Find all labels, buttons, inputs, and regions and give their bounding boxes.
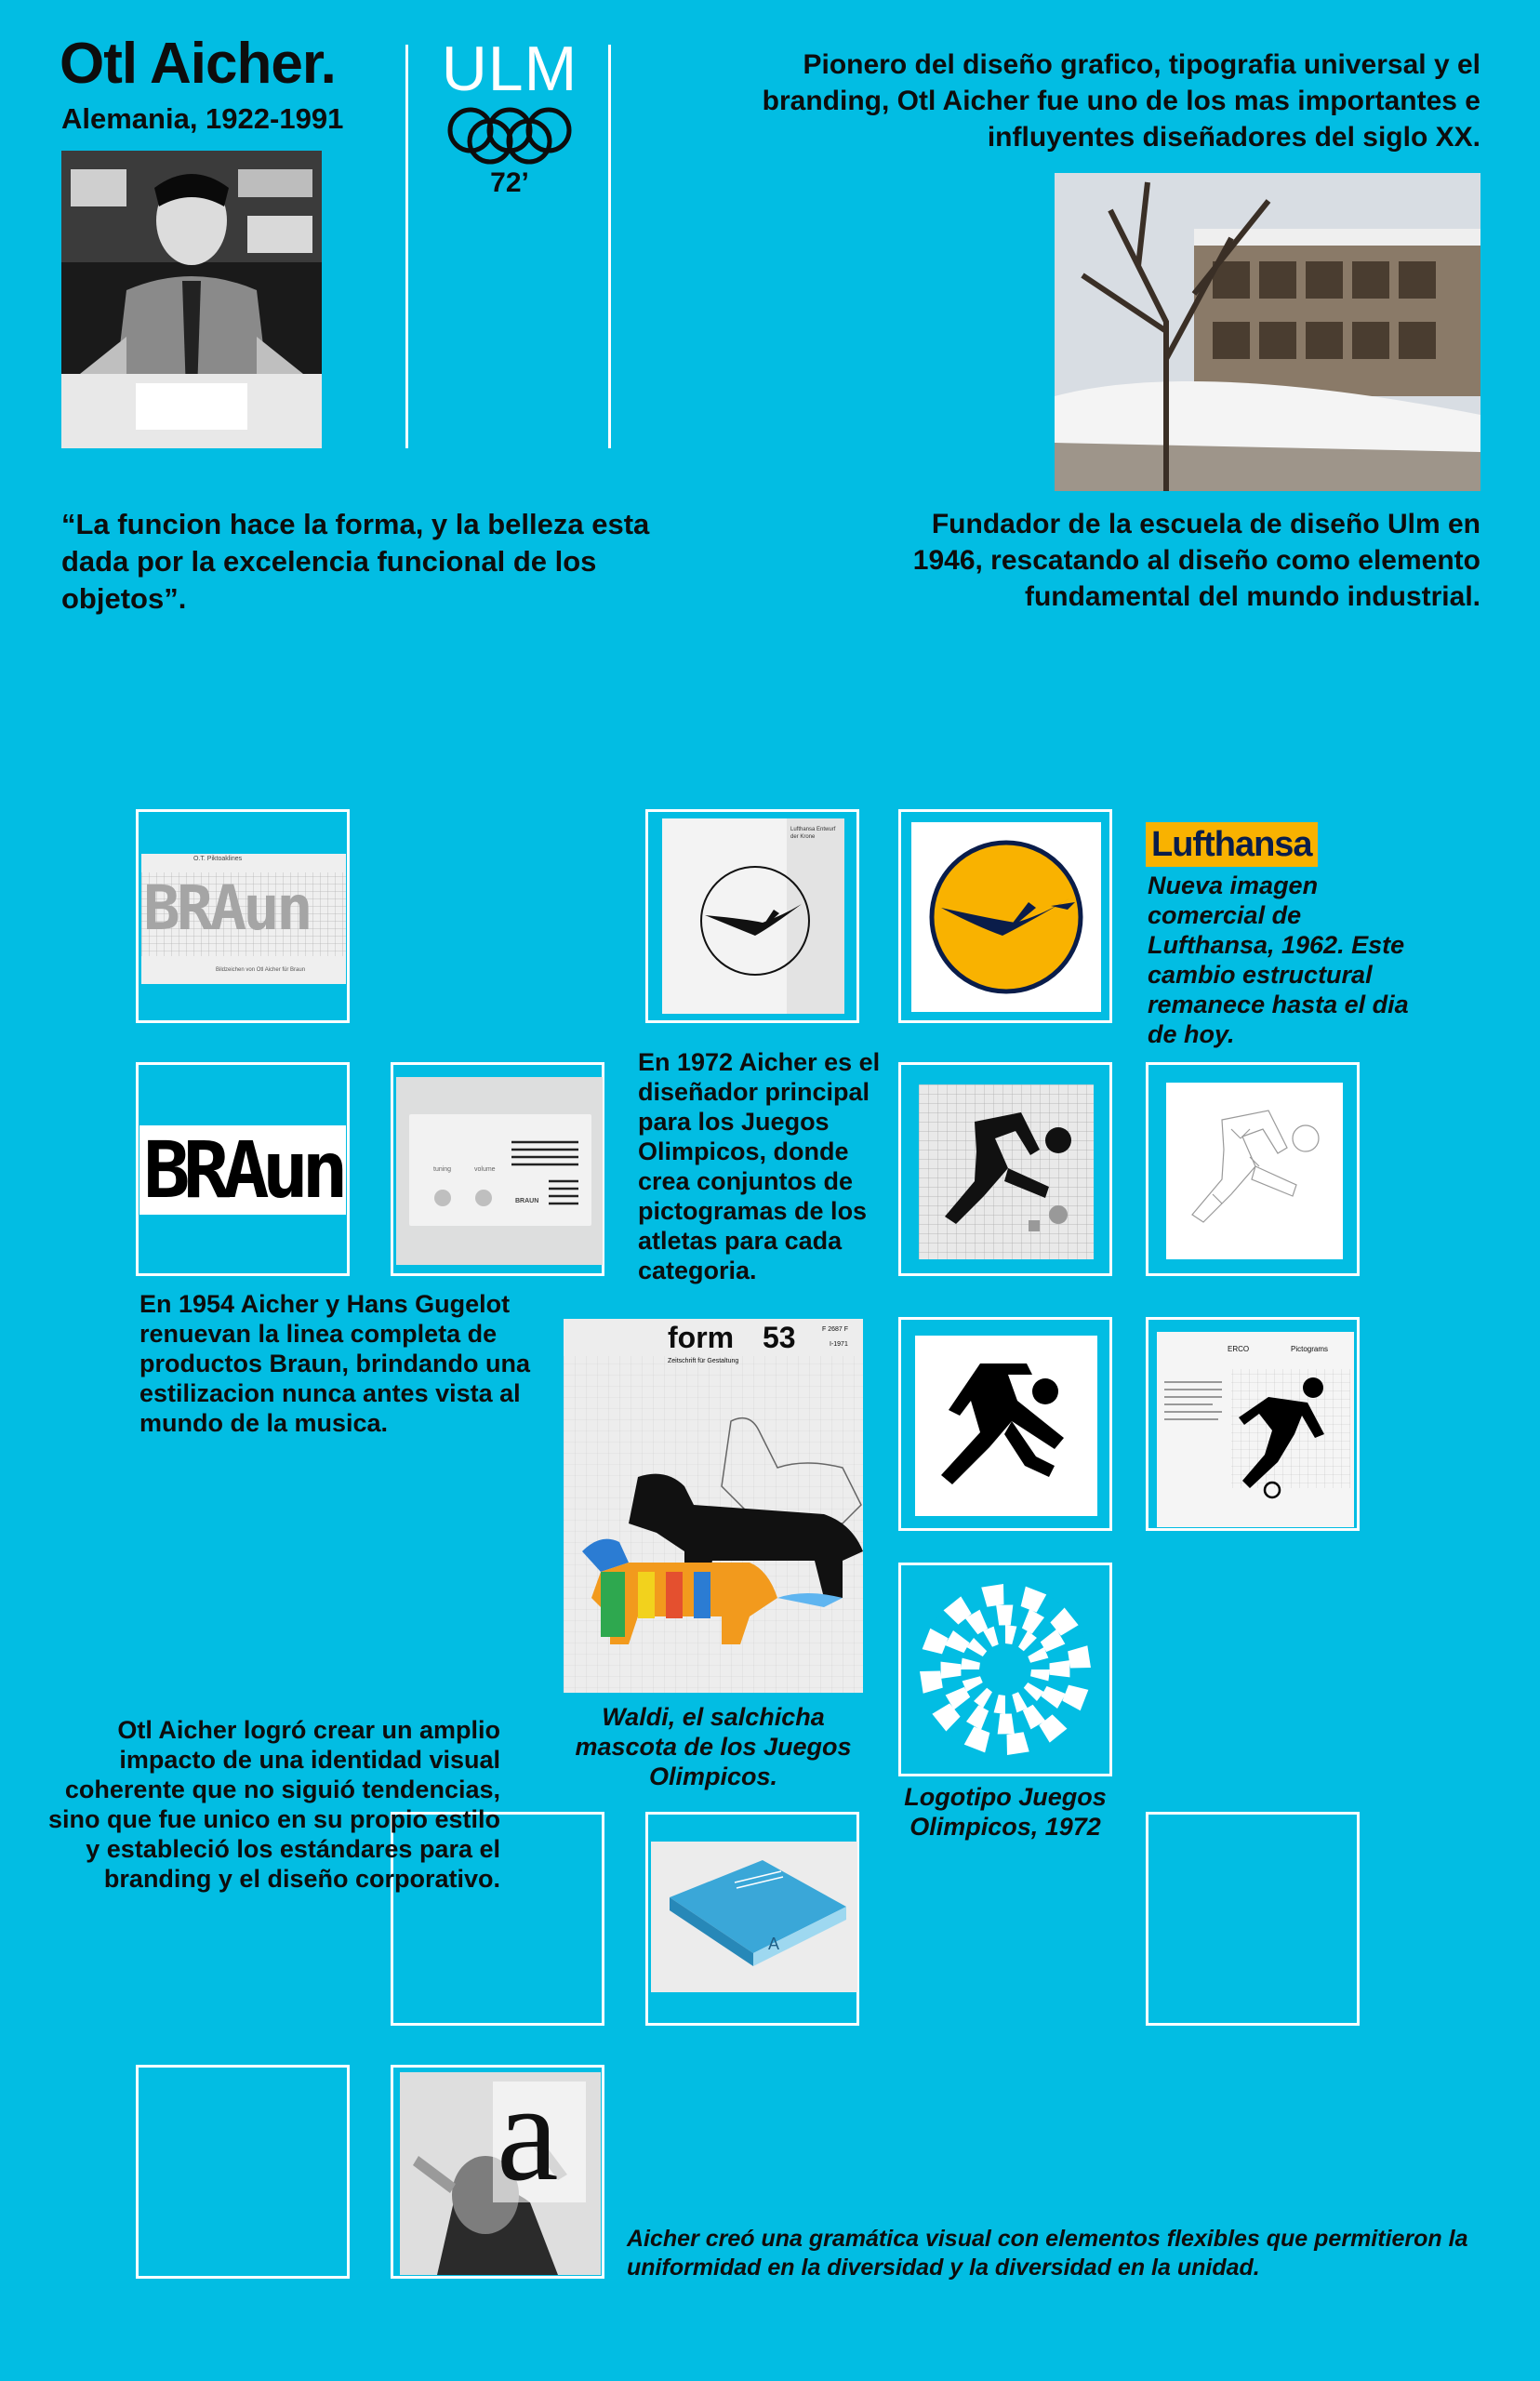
book-photo	[651, 1842, 857, 1992]
portrait-letter-photo	[400, 2072, 601, 2275]
portrait-photo	[61, 151, 322, 448]
form53-title: form	[668, 1321, 735, 1354]
radio-label-volume: volume	[474, 1166, 496, 1173]
olympics-text: En 1972 Aicher es el diseñador principal para los Juegos Olimpicos, donde crea conjuntos de pictogramas de los atletas para cada categoria.	[638, 1048, 881, 1284]
frame-empty-3	[136, 2065, 350, 2279]
divider-line-right	[608, 45, 611, 448]
braun-sheet-caption: Bildzeichen von Otl Aicher für Braun	[216, 967, 306, 973]
spiral-segment	[941, 1662, 962, 1679]
lufthansa-logo-panel	[911, 822, 1101, 1012]
pictogram-outline-panel	[1166, 1083, 1343, 1259]
lufthansa-caption: Nueva imagen comercial de Lufthansa, 1962. Este cambio estructural remanece hasta el dia de hoy.	[1148, 871, 1409, 1048]
pictogram-grid-panel	[919, 1084, 1094, 1259]
braun-sheet-wordmark: BRAun	[143, 872, 310, 944]
lufthansa-document	[662, 818, 844, 1014]
impact-text: Otl Aicher logró crear un amplio impacto de una identidad visual coherente que no siguió tendencias, sino que fue unico en su propio estilo y estableció los estándares para el branding y el diseño corporativo.	[47, 1716, 500, 1893]
spiral-segment	[998, 1714, 1015, 1735]
intro-text: Pionero del diseño grafico, tipografia universal y el branding, Otl Aicher fue uno de los mas importantes e influyentes diseñadores del siglo XX.	[762, 49, 1480, 153]
quote-text: “La funcion hace la forma, y la belleza esta dada por la excelencia funcional de los objetos”.	[61, 508, 650, 615]
lufthansa-wordmark: Lufthansa	[1146, 822, 1318, 867]
olympic-logo-spiral-icon	[919, 1583, 1092, 1756]
founder-text: Fundador de la escuela de diseño Ulm en 1946, rescatando al diseño como elemento fundamental del mundo industrial.	[912, 509, 1480, 612]
pictogram-sheet-label: ERCO	[1228, 1345, 1250, 1353]
olympic-logo-caption: Logotipo Juegos Olimpicos, 1972	[904, 1783, 1107, 1841]
pictogram-football-panel	[1157, 1332, 1354, 1527]
braun-wordmark: BRAun	[143, 1125, 341, 1215]
book-letter: A	[768, 1935, 780, 1953]
frame-empty-2	[1146, 1812, 1360, 2026]
form53-number: 53	[763, 1321, 796, 1354]
radio-brand: BRAUN	[515, 1198, 539, 1204]
lufthansa-doc-header: Lufthansa Entwurf der Krone	[790, 827, 836, 840]
grammar-text: Aicher creó una gramática visual con elementos flexibles que permitieron la uniformidad en la diversidad y la diversidad en la unidad.	[627, 2226, 1468, 2281]
form53-subtitle: Zeitschrift für Gestaltung	[668, 1358, 739, 1364]
braun-logo-panel	[139, 1125, 346, 1215]
radio-label-tuning: tuning	[433, 1166, 452, 1173]
form53-meta1: F 2687 F	[822, 1326, 849, 1333]
page-subtitle: Alemania, 1922-1991	[61, 102, 344, 135]
divider-line-left	[405, 45, 408, 448]
ulm-logo: ULM	[441, 33, 578, 104]
braun-grid-sheet	[141, 854, 346, 984]
form53-poster	[564, 1319, 863, 1693]
spiral-segment	[1050, 1660, 1070, 1677]
braun-radio-photo	[396, 1077, 603, 1265]
olympic-year: 72’	[490, 167, 529, 198]
braun-text: En 1954 Aicher y Hans Gugelot renuevan la linea completa de productos Braun, brindando una estilizacion nunca antes vista al mundo de la musica.	[139, 1290, 530, 1437]
page-title: Otl Aicher.	[60, 32, 336, 96]
portrait-big-letter: a	[497, 2072, 559, 2210]
pictogram-sheet-title: Pictograms	[1291, 1345, 1329, 1353]
ulm-school-photo	[1055, 173, 1480, 491]
olympic-rings-icon	[445, 104, 575, 166]
form53-meta2: I-1971	[830, 1341, 848, 1348]
spiral-segment	[996, 1605, 1013, 1626]
form53-caption: Waldi, el salchicha mascota de los Juegos Olimpicos.	[575, 1703, 852, 1790]
braun-sheet-title: O.T. Piktoaklines	[193, 856, 243, 862]
pictogram-runner-panel	[915, 1336, 1097, 1516]
